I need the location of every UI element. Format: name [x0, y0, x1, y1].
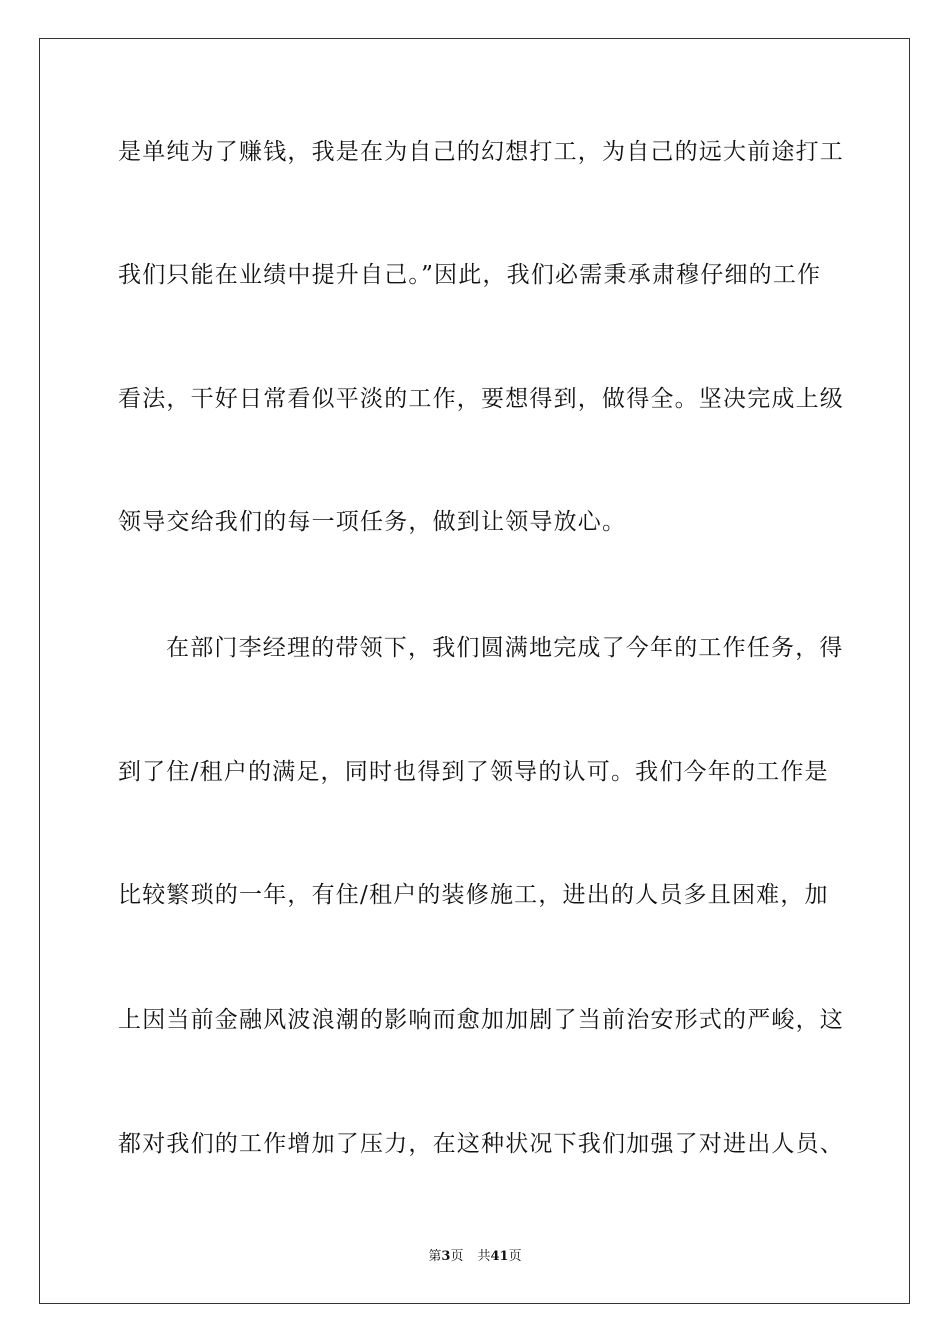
- body-text-line: 上因当前金融风波浪潮的影响而愈加加剧了当前治安形式的严峻，这: [118, 1007, 844, 1033]
- page-prefix: 第: [428, 1249, 442, 1264]
- total-suffix: 页: [508, 1249, 522, 1264]
- page-number: 3: [441, 1249, 451, 1264]
- paragraph-first-line: 在部门李经理的带领下，我们圆满地完成了今年的工作任务，得: [166, 635, 844, 661]
- page-footer: [0, 1248, 950, 1266]
- page-suffix: 页: [450, 1249, 464, 1264]
- page-border: [39, 38, 910, 1304]
- body-text-line: 看法，干好日常看似平淡的工作，要想得到，做得全。坚决完成上级: [118, 386, 844, 412]
- total-pages: 41: [490, 1249, 509, 1264]
- body-text-line: 到了住/租户的满足，同时也得到了领导的认可。我们今年的工作是: [118, 759, 829, 785]
- total-prefix: 共: [477, 1249, 491, 1264]
- body-text-line: 是单纯为了赚钱，我是在为自己的幻想打工，为自己的远大前途打工: [118, 139, 844, 165]
- body-text-line: 我们只能在业绩中提升自己。”因此，我们必需秉承肃穆仔细的工作: [118, 262, 822, 288]
- body-text-line: 比较繁琐的一年，有住/租户的装修施工，进出的人员多且困难，加: [118, 882, 829, 908]
- body-text-line: 都对我们的工作增加了压力，在这种状况下我们加强了对进出人员、: [118, 1131, 844, 1157]
- body-text-line: 领导交给我们的每一项任务，做到让领导放心。: [118, 509, 627, 535]
